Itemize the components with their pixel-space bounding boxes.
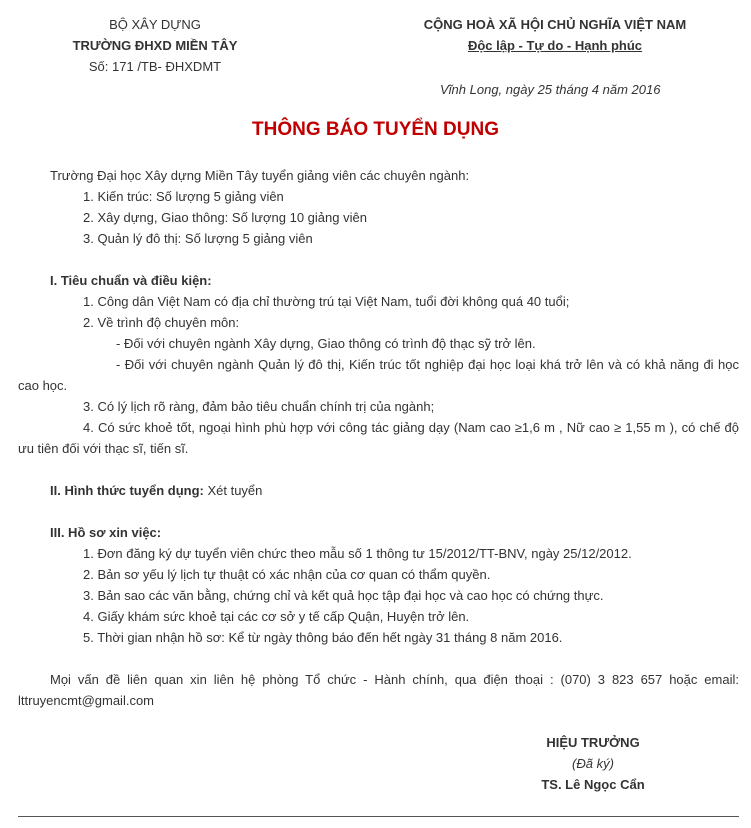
list-item: 2. Bản sơ yếu lý lịch tự thuật có xác nhận của cơ quan có thẩm quyền. [83,567,491,582]
contact-text: Mọi vấn đề liên quan xin liên hệ phòng Tổ chức - Hành chính, qua điện thoại : (070) 3 823 657 hoặc email: [50,672,739,687]
contact-email[interactable]: lttruyencmt@gmail.com [18,693,155,708]
list-item: 3. Có lý lịch rõ ràng, đảm bảo tiêu chuẩn chính trị của ngành; [83,399,435,414]
list-item: 3. Quản lý đô thị: Số lượng 5 giảng viên [83,231,313,246]
intro-text: Trường Đại học Xây dựng Miền Tây tuyển giảng viên các chuyên ngành: [50,168,470,183]
list-item: 1. Kiến trúc: Số lượng 5 giảng viên [83,189,284,204]
list-item: 1. Công dân Việt Nam có địa chỉ thường trú tại Việt Nam, tuổi đời không quá 40 tuổi; [83,294,570,309]
list-item: 4. Có sức khoẻ tốt, ngoại hình phù hợp với công tác giảng dạy (Nam cao ≥1,6 m , Nữ cao ≥ 1,55 m ), có chế độ [83,420,739,435]
sub-item: - Đối với chuyên ngành Xây dựng, Giao thông có trình độ thạc sỹ trở lên. [116,336,536,351]
signer-name: TS. Lê Ngọc Cẩn [541,777,645,792]
signer-role: HIỆU TRƯỞNG [546,735,640,750]
list-item: 3. Bản sao các văn bằng, chứng chỉ và kết quả học tập đại học và cao học có chứng thực. [83,588,604,603]
sub-item: - Đối với chuyên ngành Quản lý đô thị, Kiến trúc tốt nghiệp đại học loại khá trở lên và có khả năng đi học [116,357,739,372]
motto: Độc lập - Tự do - Hạnh phúc [467,38,643,53]
school-name: TRƯỜNG ĐHXD MIỀN TÂY [72,38,238,53]
list-item: 4. Giấy khám sức khoẻ tại các cơ sở y tế cấp Quận, Huyện trở lên. [83,609,470,624]
section-recruitment-form [50,483,262,498]
signed-note: (Đã ký) [572,756,614,771]
list-item: 1. Đơn đăng ký dự tuyển viên chức theo mẫu số 1 thông tư 15/2012/TT-BNV, ngày 25/12/2012. [83,546,632,561]
list-item-continuation: ưu tiên đối với thạc sĩ, tiến sĩ. [18,441,189,456]
list-item: 2. Xây dựng, Giao thông: Số lượng 10 giảng viên [83,210,367,225]
recruitment-form-value: Xét tuyển [203,483,263,498]
list-item: 2. Về trình độ chuyên môn: [83,315,240,330]
section-heading-criteria: I. Tiêu chuẩn và điều kiện: [50,273,212,288]
list-item: 5. Thời gian nhận hồ sơ: Kể từ ngày thông báo đến hết ngày 31 tháng 8 năm 2016. [83,630,563,645]
section-heading-recruitment-form: II. Hình thức tuyển dụng: [50,483,204,498]
sub-item-continuation: cao học. [18,378,68,393]
place-date: Vĩnh Long, ngày 25 tháng 4 năm 2016 [440,82,661,97]
nation-heading: CỘNG HOÀ XÃ HỘI CHỦ NGHĨA VIỆT NAM [423,17,687,32]
document-number: Số: 171 /TB- ĐHXDMT [88,59,222,74]
section-heading-application: III. Hồ sơ xin việc: [50,525,162,540]
document-title: THÔNG BÁO TUYỂN DỤNG [252,119,499,140]
bottom-divider [18,816,739,817]
ministry-name: BỘ XÂY DỰNG [109,17,201,32]
